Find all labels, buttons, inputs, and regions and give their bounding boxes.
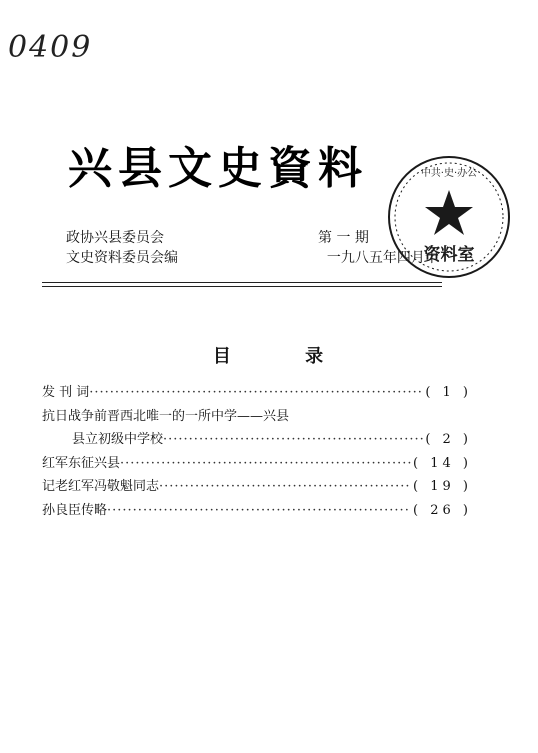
toc-entry-title: 县立初级中学校 (72, 432, 164, 447)
issuer-line-1: 政协兴县委员会 (66, 230, 164, 246)
toc-entry-page: ( 26 ) (413, 502, 472, 518)
divider-top (42, 282, 442, 283)
toc-entry (42, 475, 472, 499)
toc-entry-page: ( 14 ) (413, 455, 472, 471)
toc-entry (42, 452, 472, 476)
divider-bottom (42, 286, 442, 287)
toc-entry (42, 405, 472, 429)
toc-entry-page: ( 2 ) (425, 432, 472, 447)
toc-entry (42, 381, 472, 405)
toc-leader (163, 432, 423, 447)
svg-text:中共·史·办公: 中共·史·办公 (420, 168, 478, 179)
toc-heading-right: 录 (305, 346, 326, 367)
table-of-contents (42, 381, 472, 522)
star-icon (425, 190, 473, 235)
issuer-line-2: 文史资料委员会编 (66, 250, 178, 266)
toc-leader (159, 479, 411, 494)
toc-leader (107, 503, 411, 518)
toc-leader (120, 456, 411, 471)
toc-entry-page: ( 19 ) (413, 479, 472, 494)
toc-entry-title: 发 刊 词 (42, 385, 90, 400)
toc-leader (89, 385, 423, 400)
toc-entry (42, 499, 472, 523)
issue-number: 第 一 期 (318, 230, 369, 246)
official-seal-stamp (384, 152, 514, 282)
handwritten-number: 0409 (8, 30, 93, 65)
toc-entry (42, 428, 472, 452)
toc-entry-title: 孙良臣传略 (42, 502, 108, 518)
issuer-block (66, 228, 178, 268)
toc-entry-title: 红军东征兴县 (42, 455, 121, 471)
issue-date: 一九八五年四月十 (326, 250, 439, 266)
seal-center-text: 资料室 (423, 245, 475, 265)
document-title: 兴县文史資料 (68, 143, 368, 194)
toc-heading-left: 目 (212, 346, 233, 367)
toc-entry-title: 抗日战争前晋西北唯一的一所中学——兴县 (42, 408, 290, 424)
toc-entry-title: 记老红军冯敬魁同志 (42, 479, 160, 494)
toc-heading (0, 342, 538, 368)
toc-entry-page: ( 1 ) (425, 385, 472, 400)
